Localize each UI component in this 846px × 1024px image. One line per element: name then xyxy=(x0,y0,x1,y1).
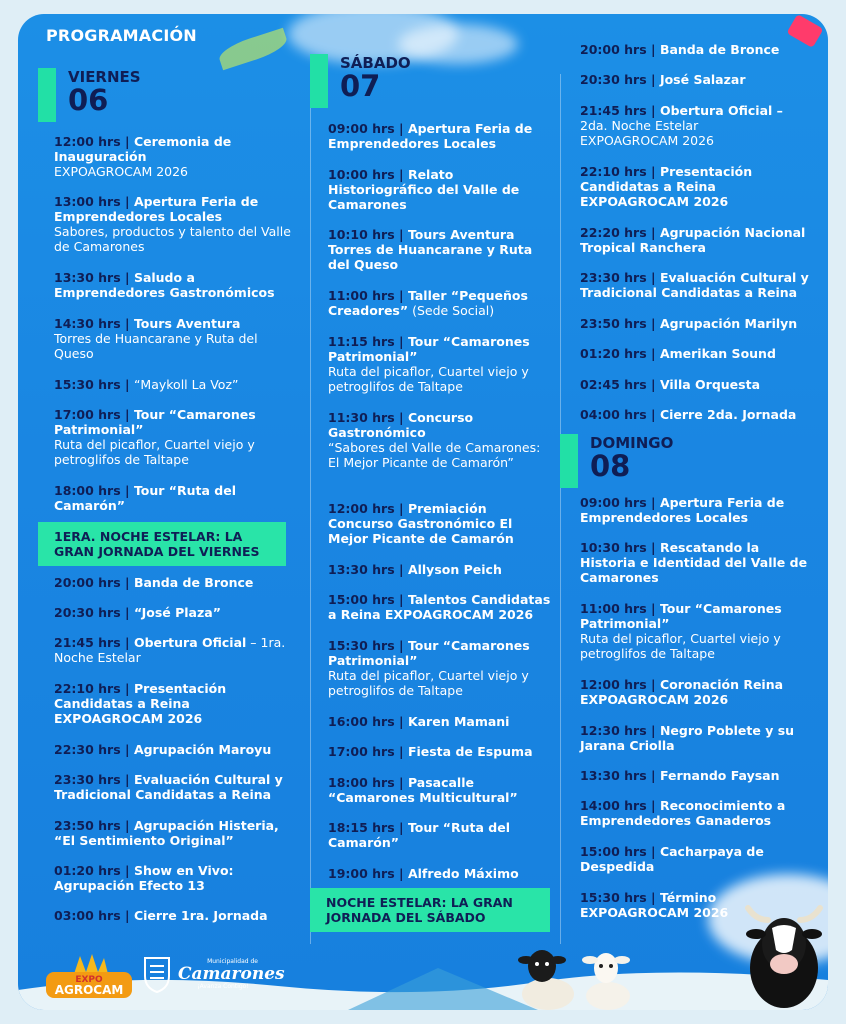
event-time: 01:20 hrs xyxy=(54,863,121,878)
event-title: Tour “Camarones Patrimonial” xyxy=(580,601,782,631)
expoagrocam-logo xyxy=(44,952,134,1004)
event-time: 21:45 hrs xyxy=(580,103,647,118)
event-time: 23:30 hrs xyxy=(54,772,121,787)
event-item: 22:30 hrs | Agrupación Maroyu xyxy=(54,742,272,757)
event-title: Agrupación Histeria, “El Sentimiento Original” xyxy=(54,818,279,848)
event-title: Presentación Candidatas a Reina EXPOAGROCAM 2026 xyxy=(580,164,753,209)
event-time: 21:45 hrs xyxy=(54,635,121,650)
event-time: 15:00 hrs xyxy=(580,844,647,859)
expo-logo-top: EXPO xyxy=(75,975,103,985)
event-item: 13:30 hrs | Fernando Faysan xyxy=(580,768,780,783)
event-subtitle: Ruta del picaflor, Cuartel viejo y petroglifos de Taltape xyxy=(328,364,529,394)
day-accent-bar xyxy=(310,54,328,108)
event-title: Apertura Feria de Emprendedores Locales xyxy=(54,194,259,224)
event-time: 11:15 hrs xyxy=(328,334,395,349)
event-time: 15:30 hrs xyxy=(328,638,395,653)
event-title: Karen Mamani xyxy=(407,714,510,729)
event-time: 14:30 hrs xyxy=(54,316,121,331)
event-time: 23:50 hrs xyxy=(54,818,121,833)
event-item: 16:00 hrs | Karen Mamani xyxy=(328,714,510,729)
event-time: 12:30 hrs xyxy=(580,723,647,738)
event-time: 15:30 hrs xyxy=(580,890,647,905)
event-time: 15:30 hrs xyxy=(54,377,121,392)
event-item: 12:00 hrs | Ceremonia de Inauguración EXPOAGROCAM 2026 xyxy=(54,134,294,179)
event-item: 18:00 hrs | Pasacalle “Camarones Multicultural” xyxy=(328,775,518,805)
event-title: Ceremonia de Inauguración xyxy=(54,134,232,164)
column-divider xyxy=(560,74,561,944)
event-title: Cierre 1ra. Jornada xyxy=(133,908,268,923)
event-item: 15:30 hrs | Tour “Camarones Patrimonial” Ruta del picaflor, Cuartel viejo y petroglifos de Taltape xyxy=(328,638,553,698)
event-item: 18:15 hrs | Tour “Ruta del Camarón” xyxy=(328,820,511,850)
event-time: 11:00 hrs xyxy=(328,288,395,303)
event-title: Obertura Oficial xyxy=(133,635,247,650)
event-item: 13:30 hrs | Allyson Peich xyxy=(328,562,502,577)
event-item: 20:30 hrs | José Salazar xyxy=(580,72,746,87)
event-title: Concurso Gastronómico xyxy=(328,410,474,440)
event-time: 18:00 hrs xyxy=(328,775,395,790)
event-time: 17:00 hrs xyxy=(54,407,121,422)
event-title: José Salazar xyxy=(659,72,746,87)
event-time: 13:00 hrs xyxy=(54,194,121,209)
event-time: 18:15 hrs xyxy=(328,820,395,835)
event-time: 12:00 hrs xyxy=(54,134,121,149)
event-time: 12:00 hrs xyxy=(580,677,647,692)
day-number: 06 xyxy=(68,83,109,117)
event-title: Tours Aventura xyxy=(133,316,241,331)
event-time: 10:00 hrs xyxy=(328,167,395,182)
event-item: 11:00 hrs | Tour “Camarones Patrimonial” Ruta del picaflor, Cuartel viejo y petroglifos de Taltape xyxy=(580,601,816,661)
event-time: 14:00 hrs xyxy=(580,798,647,813)
event-item: 15:00 hrs | Talentos Candidatas a Reina EXPOAGROCAM 2026 xyxy=(328,592,551,622)
event-time: 11:30 hrs xyxy=(328,410,395,425)
cloud-decoration xyxy=(398,24,518,64)
event-subtitle: Ruta del picaflor, Cuartel viejo y petroglifos de Taltape xyxy=(580,631,781,661)
event-item: 09:00 hrs | Apertura Feria de Emprendedores Locales xyxy=(580,495,785,525)
event-title: Presentación Candidatas a Reina EXPOAGROCAM 2026 xyxy=(54,681,227,726)
event-time: 18:00 hrs xyxy=(54,483,121,498)
event-item: 13:00 hrs | Apertura Feria de Emprendedores Locales Sabores, productos y talento del Valle de Camarones xyxy=(54,194,294,254)
event-title: Banda de Bronce xyxy=(133,575,254,590)
event-title: Tour “Camarones Patrimonial” xyxy=(328,334,530,364)
event-title: Fiesta de Espuma xyxy=(407,744,533,759)
event-subtitle: EXPOAGROCAM 2026 xyxy=(54,164,189,179)
event-title: Taller “Pequeños Creadores” xyxy=(328,288,528,318)
event-time: 12:00 hrs xyxy=(328,501,395,516)
event-title: Agrupación Nacional Tropical Ranchera xyxy=(580,225,806,255)
event-title: Agrupación Marilyn xyxy=(659,316,798,331)
day-name: VIERNES xyxy=(68,68,141,86)
expo-logo-bottom: AGROCAM xyxy=(54,983,124,997)
event-subtitle: Sabores, productos y talento del Valle de Camarones xyxy=(54,224,291,254)
event-item: 14:30 hrs | Tours Aventura Torres de Huancarane y Ruta del Queso xyxy=(54,316,294,361)
event-item: 22:10 hrs | Presentación Candidatas a Reina EXPOAGROCAM 2026 xyxy=(54,681,227,726)
event-item: 23:50 hrs | Agrupación Histeria, “El Sentimiento Original” xyxy=(54,818,279,848)
event-title: Apertura Feria de Emprendedores Locales xyxy=(580,495,785,525)
event-title: “Maykoll La Voz” xyxy=(133,377,239,392)
event-time: 20:30 hrs xyxy=(54,605,121,620)
day-accent-bar xyxy=(38,68,56,122)
event-time: 03:00 hrs xyxy=(54,908,121,923)
event-time: 23:30 hrs xyxy=(580,270,647,285)
event-title: Evaluación Cultural y Tradicional Candidatas a Reina xyxy=(580,270,809,300)
event-title: Tour “Ruta del Camarón” xyxy=(328,820,511,850)
event-time: 20:30 hrs xyxy=(580,72,647,87)
event-time: 15:00 hrs xyxy=(328,592,395,607)
event-item: 11:30 hrs | Concurso Gastronómico “Sabores del Valle de Camarones: El Mejor Picante de Camarón” xyxy=(328,410,553,470)
event-item: 15:30 hrs | Término EXPOAGROCAM 2026 xyxy=(580,890,729,920)
event-time: 01:20 hrs xyxy=(580,346,647,361)
event-item: 11:00 hrs | Taller “Pequeños Creadores” (Sede Social) xyxy=(328,288,528,318)
event-title: Apertura Feria de Emprendedores Locales xyxy=(328,121,533,151)
event-title: Reconocimiento a Emprendedores Ganaderos xyxy=(580,798,786,828)
event-subtitle: (Sede Social) xyxy=(408,303,495,318)
event-item: 23:30 hrs | Evaluación Cultural y Tradicional Candidatas a Reina xyxy=(54,772,283,802)
event-title: Coronación Reina EXPOAGROCAM 2026 xyxy=(580,677,784,707)
event-time: 09:00 hrs xyxy=(328,121,395,136)
event-title: Fernando Faysan xyxy=(659,768,780,783)
muni-logo-name: Camarones xyxy=(178,964,285,984)
sheep-black-face-illustration xyxy=(512,944,582,1010)
event-item: 17:00 hrs | Tour “Camarones Patrimonial” Ruta del picaflor, Cuartel viejo y petroglifos de Taltape xyxy=(54,407,294,467)
event-time: 09:00 hrs xyxy=(580,495,647,510)
event-title: Alfredo Máximo xyxy=(407,866,519,881)
event-item: 04:00 hrs | Cierre 2da. Jornada xyxy=(580,407,797,422)
event-title: Premiación Concurso Gastronómico El Mejor Picante de Camarón xyxy=(328,501,514,546)
event-item: 20:00 hrs | Banda de Bronce xyxy=(54,575,254,590)
event-item: 18:00 hrs | Tour “Ruta del Camarón” xyxy=(54,483,237,513)
event-time: 22:20 hrs xyxy=(580,225,647,240)
cow-illustration xyxy=(742,898,826,1010)
event-title: “José Plaza” xyxy=(133,605,221,620)
event-title: Rescatando la Historia e Identidad del Valle de Camarones xyxy=(580,540,808,585)
event-time: 17:00 hrs xyxy=(328,744,395,759)
event-time: 23:50 hrs xyxy=(580,316,647,331)
event-time: 10:10 hrs xyxy=(328,227,395,242)
event-item: 23:30 hrs | Evaluación Cultural y Tradicional Candidatas a Reina xyxy=(580,270,809,300)
event-time: 22:30 hrs xyxy=(54,742,121,757)
event-item: 21:45 hrs | Obertura Oficial – 1ra. Noche Estelar xyxy=(54,635,286,665)
event-title: Negro Poblete y su Jarana Criolla xyxy=(580,723,795,753)
event-time: 13:30 hrs xyxy=(580,768,647,783)
event-title: Obertura Oficial – xyxy=(659,103,783,118)
day-number: 08 xyxy=(590,449,631,483)
page-title: PROGRAMACIÓN xyxy=(46,26,197,45)
event-title: Talentos Candidatas a Reina EXPOAGROCAM 2026 xyxy=(328,592,551,622)
event-item: 22:10 hrs | Presentación Candidatas a Reina EXPOAGROCAM 2026 xyxy=(580,164,753,209)
event-title: Tours Aventura Torres de Huancarane y Ruta del Queso xyxy=(328,227,533,272)
leaf-decoration xyxy=(216,28,289,71)
event-item: 11:15 hrs | Tour “Camarones Patrimonial” Ruta del picaflor, Cuartel viejo y petroglifos de Taltape xyxy=(328,334,553,394)
event-item: 21:45 hrs | Obertura Oficial – 2da. Noche Estelar EXPOAGROCAM 2026 xyxy=(580,103,783,148)
ground-hills xyxy=(18,962,828,1010)
event-item: 15:00 hrs | Cacharpaya de Despedida xyxy=(580,844,764,874)
event-item: 01:20 hrs | Amerikan Sound xyxy=(580,346,776,361)
event-title: Cacharpaya de Despedida xyxy=(580,844,764,874)
event-title: Show en Vivo: Agrupación Efecto 13 xyxy=(54,863,234,893)
day-name: DOMINGO xyxy=(590,434,674,452)
event-title: Saludo a Emprendedores Gastronómicos xyxy=(54,270,275,300)
day-accent-bar xyxy=(560,434,578,488)
event-time: 16:00 hrs xyxy=(328,714,395,729)
crest-logo xyxy=(142,954,172,998)
day-number: 07 xyxy=(340,69,381,103)
event-subtitle: 2da. Noche Estelar EXPOAGROCAM 2026 xyxy=(580,118,715,148)
event-item: 23:50 hrs | Agrupación Marilyn xyxy=(580,316,798,331)
event-time: 02:45 hrs xyxy=(580,377,647,392)
event-title: Tour “Ruta del Camarón” xyxy=(54,483,237,513)
event-title: Agrupación Maroyu xyxy=(133,742,272,757)
event-item: 20:30 hrs | “José Plaza” xyxy=(54,605,221,620)
column-divider xyxy=(310,74,311,944)
event-time: 22:10 hrs xyxy=(580,164,647,179)
event-title: Relato Historiográfico del Valle de Camarones xyxy=(328,167,520,212)
event-item: 13:30 hrs | Saludo a Emprendedores Gastronómicos xyxy=(54,270,275,300)
event-item: 12:00 hrs | Coronación Reina EXPOAGROCAM 2026 xyxy=(580,677,784,707)
event-item: 01:20 hrs | Show en Vivo: Agrupación Efecto 13 xyxy=(54,863,234,893)
program-poster xyxy=(18,14,828,1010)
event-title: Allyson Peich xyxy=(407,562,502,577)
event-subtitle: – 1ra. Noche Estelar xyxy=(54,635,286,665)
sheep-white-illustration xyxy=(578,944,634,1010)
event-title: Término EXPOAGROCAM 2026 xyxy=(580,890,729,920)
event-item: 12:00 hrs | Premiación Concurso Gastronómico El Mejor Picante de Camarón xyxy=(328,501,514,546)
event-item: 12:30 hrs | Negro Poblete y su Jarana Criolla xyxy=(580,723,795,753)
event-title: Amerikan Sound xyxy=(659,346,776,361)
event-item: 09:00 hrs | Apertura Feria de Emprendedores Locales xyxy=(328,121,533,151)
event-title: Pasacalle “Camarones Multicultural” xyxy=(328,775,518,805)
event-item: 10:00 hrs | Relato Historiográfico del Valle de Camarones xyxy=(328,167,520,212)
event-title: Tour “Camarones Patrimonial” xyxy=(54,407,256,437)
event-time: 19:00 hrs xyxy=(328,866,395,881)
event-time: 20:00 hrs xyxy=(580,42,647,57)
event-title: Villa Orquesta xyxy=(659,377,760,392)
muni-logo-top: Municipalidad de xyxy=(207,958,258,965)
event-subtitle: Ruta del picaflor, Cuartel viejo y petroglifos de Taltape xyxy=(328,668,529,698)
event-time: 10:30 hrs xyxy=(580,540,647,555)
event-item: 10:30 hrs | Rescatando la Historia e Identidad del Valle de Camarones xyxy=(580,540,808,585)
event-item: 14:00 hrs | Reconocimiento a Emprendedores Ganaderos xyxy=(580,798,786,828)
event-title: Cierre 2da. Jornada xyxy=(659,407,797,422)
event-time: 13:30 hrs xyxy=(328,562,395,577)
event-item: 17:00 hrs | Fiesta de Espuma xyxy=(328,744,533,759)
event-item: 22:20 hrs | Agrupación Nacional Tropical Ranchera xyxy=(580,225,806,255)
event-time: 22:10 hrs xyxy=(54,681,121,696)
day-name: SÁBADO xyxy=(340,54,411,72)
muni-logo-tag: ¡Avanza Contigo! xyxy=(197,983,249,990)
noche-estelar-banner: NOCHE ESTELAR: LA GRAN JORNADA DEL SÁBADO xyxy=(310,888,550,932)
event-item: 20:00 hrs | Banda de Bronce xyxy=(580,42,780,57)
event-item: 02:45 hrs | Villa Orquesta xyxy=(580,377,760,392)
municipalidad-logo xyxy=(178,958,285,990)
event-time: 04:00 hrs xyxy=(580,407,647,422)
event-item: 03:00 hrs | Cierre 1ra. Jornada xyxy=(54,908,268,923)
event-title: Evaluación Cultural y Tradicional Candidatas a Reina xyxy=(54,772,283,802)
event-subtitle: Torres de Huancarane y Ruta del Queso xyxy=(54,331,258,361)
event-title: Banda de Bronce xyxy=(659,42,780,57)
event-time: 11:00 hrs xyxy=(580,601,647,616)
event-subtitle: Ruta del picaflor, Cuartel viejo y petroglifos de Taltape xyxy=(54,437,255,467)
event-time: 20:00 hrs xyxy=(54,575,121,590)
event-time: 13:30 hrs xyxy=(54,270,121,285)
event-item: 15:30 hrs | “Maykoll La Voz” xyxy=(54,377,239,392)
event-item: 19:00 hrs | Alfredo Máximo xyxy=(328,866,519,881)
noche-estelar-banner: 1ERA. NOCHE ESTELAR: LA GRAN JORNADA DEL VIERNES xyxy=(38,522,286,566)
event-title: Tour “Camarones Patrimonial” xyxy=(328,638,530,668)
event-item: 10:10 hrs | Tours Aventura Torres de Huancarane y Ruta del Queso xyxy=(328,227,533,272)
event-subtitle: “Sabores del Valle de Camarones: El Mejor Picante de Camarón” xyxy=(328,440,541,470)
